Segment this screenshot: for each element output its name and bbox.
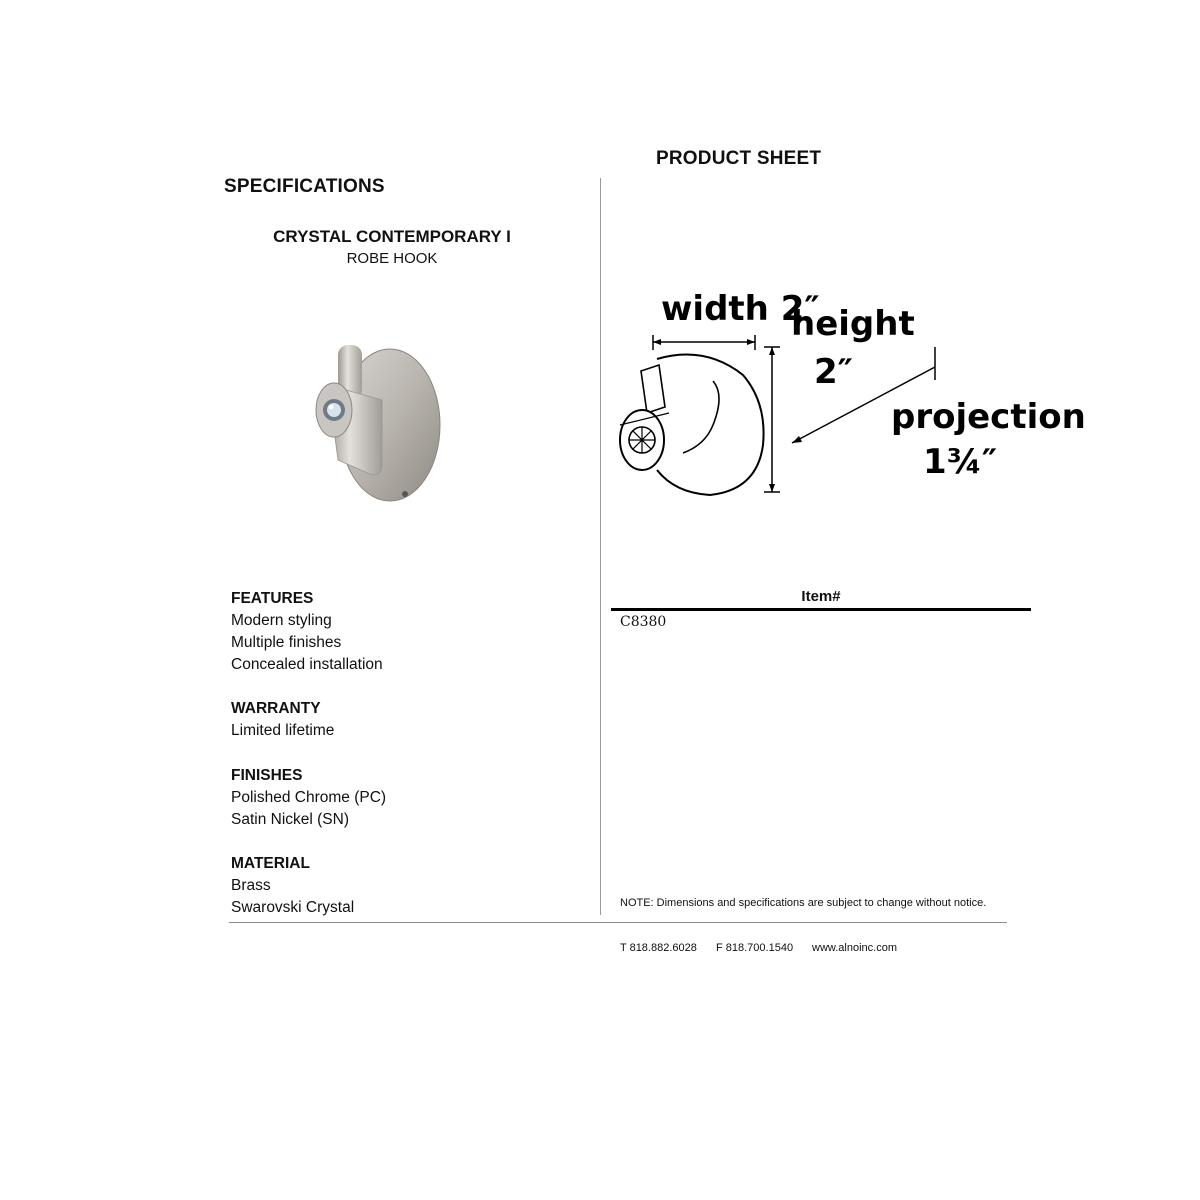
warranty-heading: WARRANTY — [231, 700, 321, 717]
specifications-title: SPECIFICATIONS — [224, 176, 385, 197]
disclaimer-note: NOTE: Dimensions and specifications are subject to change without notice. — [620, 897, 987, 909]
height-value: 2″ — [814, 352, 853, 392]
projection-label: projection — [891, 397, 1086, 437]
height-label: height — [791, 304, 915, 344]
warranty-section — [231, 698, 334, 742]
item-number-value: C8380 — [620, 614, 667, 630]
warranty-item: Limited lifetime — [231, 722, 335, 739]
projection-value: 1¾″ — [923, 442, 998, 482]
feature-item: Modern styling — [231, 612, 332, 629]
column-divider — [600, 178, 601, 915]
footer-rule — [229, 922, 1007, 923]
width-label: width 2″ — [661, 289, 820, 329]
item-header-rule — [611, 608, 1031, 611]
finish-item: Satin Nickel (SN) — [231, 811, 349, 828]
material-section — [231, 853, 354, 919]
product-photo — [290, 330, 460, 510]
features-section — [231, 588, 383, 676]
material-item: Brass — [231, 877, 271, 894]
product-type: ROBE HOOK — [346, 250, 438, 267]
feature-item: Concealed installation — [231, 656, 383, 673]
finishes-heading: FINISHES — [231, 767, 303, 784]
fax-number: F 818.700.1540 — [716, 942, 794, 954]
finishes-section — [231, 765, 386, 831]
finish-item: Polished Chrome (PC) — [231, 789, 387, 806]
phone-number: T 818.882.6028 — [620, 942, 697, 954]
product-title-block — [227, 227, 557, 267]
product-sheet-title: PRODUCT SHEET — [656, 148, 822, 169]
product-name: CRYSTAL CONTEMPORARY I — [273, 227, 511, 246]
features-heading: FEATURES — [231, 590, 314, 607]
website-link[interactable]: www.alnoinc.com — [812, 942, 897, 954]
plate-outline — [657, 355, 764, 495]
feature-item: Multiple finishes — [231, 634, 342, 651]
material-heading: MATERIAL — [231, 855, 310, 872]
dimension-diagram — [605, 285, 1086, 510]
material-item: Swarovski Crystal — [231, 899, 355, 916]
hook-arm-outline — [641, 365, 665, 413]
item-number-header: Item# — [801, 588, 841, 605]
